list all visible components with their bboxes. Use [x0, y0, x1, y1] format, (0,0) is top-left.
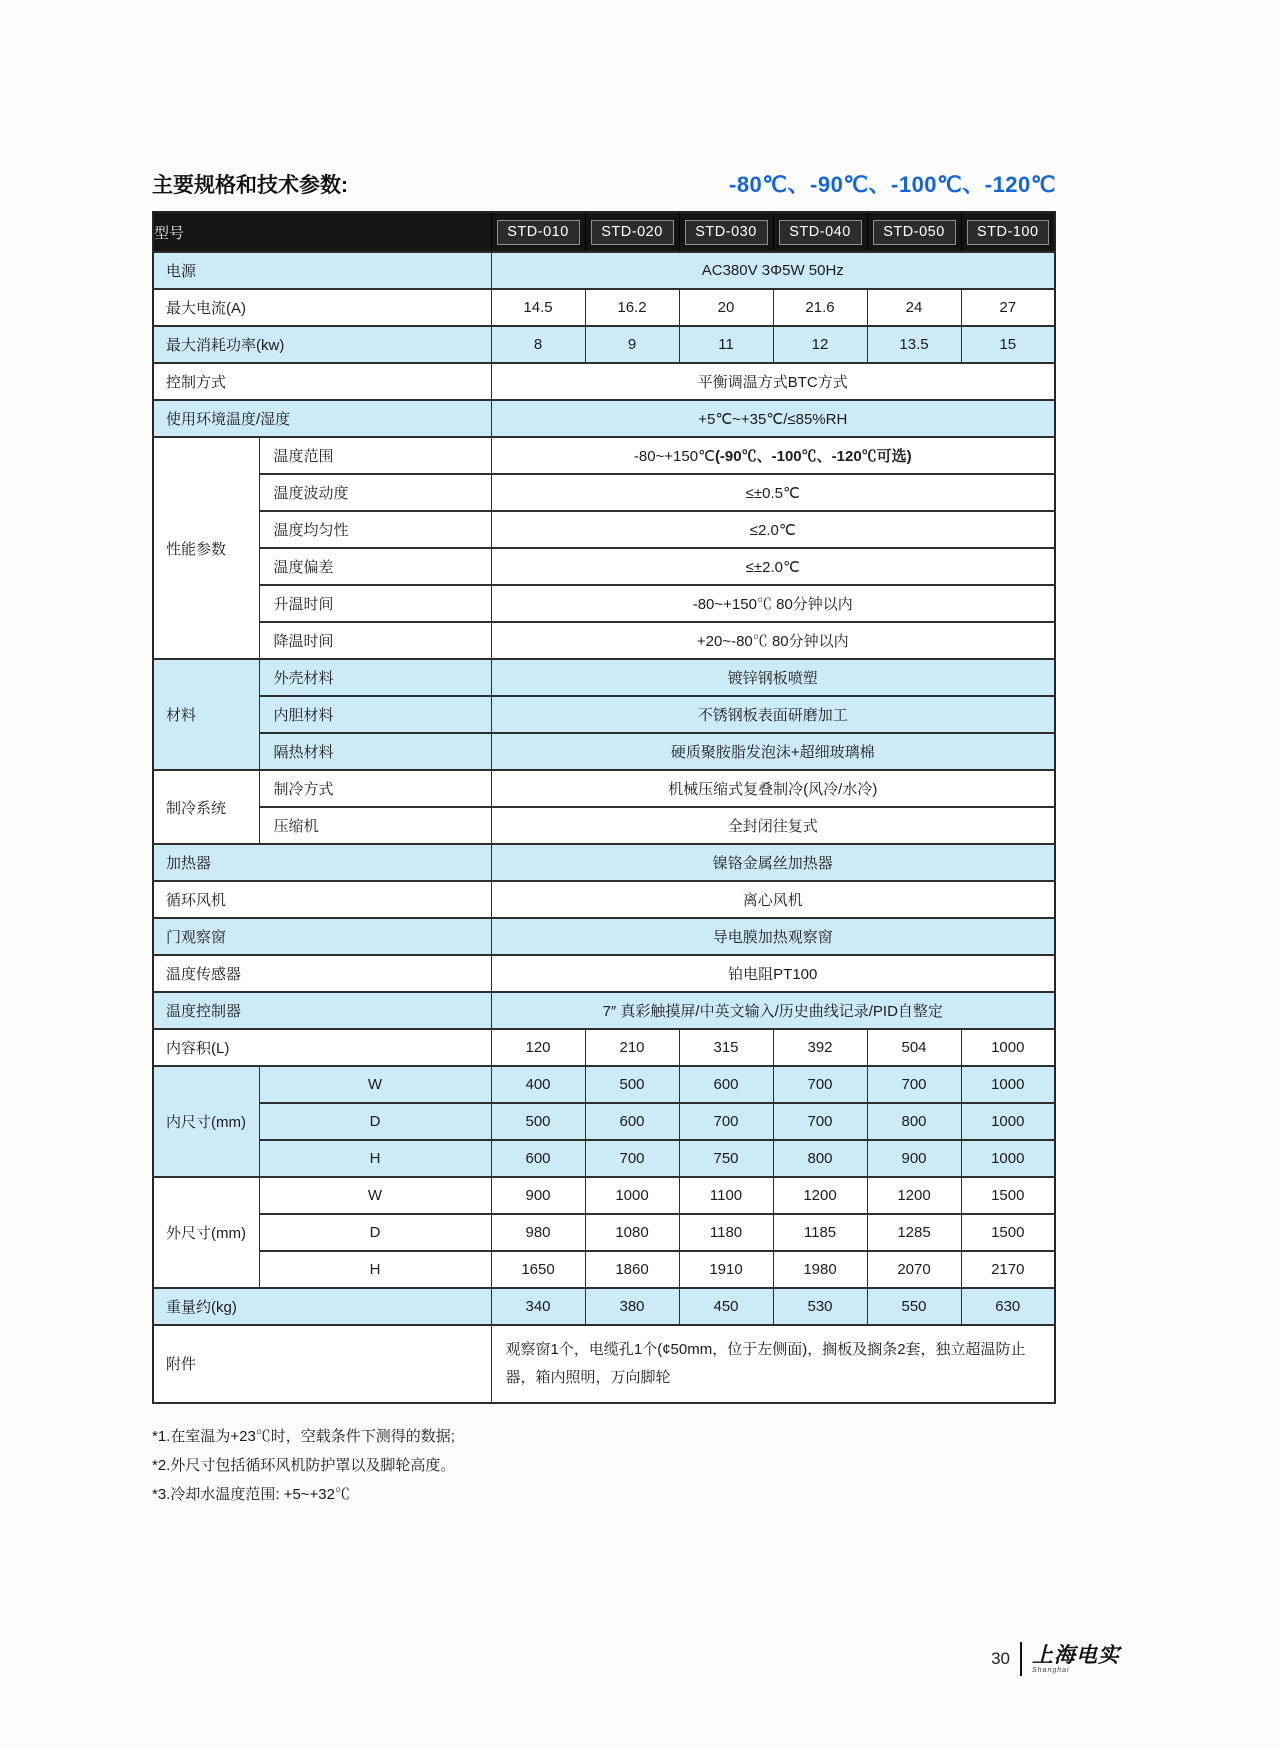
table-row: [153, 474, 1055, 511]
spec-value-cell: 504: [867, 1029, 961, 1066]
spec-row-label: 内容积(L): [153, 1029, 491, 1066]
table-row: [153, 1325, 1055, 1403]
spec-value-cell: 11: [679, 326, 773, 363]
spec-value-cell: 1650: [491, 1251, 585, 1288]
spec-value-cell: ≤±2.0℃: [491, 548, 1055, 585]
spec-value-cell: 全封闭往复式: [491, 807, 1055, 844]
spec-value-cell: 20: [679, 289, 773, 326]
table-row: [153, 955, 1055, 992]
spec-sub-label: D: [259, 1214, 491, 1251]
model-header-std-010: [491, 212, 585, 252]
spec-value-cell: 1200: [773, 1177, 867, 1214]
spec-value-cell: 980: [491, 1214, 585, 1251]
spec-value-cell: +5℃~+35℃/≤85%RH: [491, 400, 1055, 437]
spec-value-cell: 1000: [585, 1177, 679, 1214]
temperature-options: -80℃、-90℃、-100℃、-120℃: [729, 172, 1056, 197]
spec-table-body: [153, 252, 1055, 1403]
spec-value-cell: 530: [773, 1288, 867, 1325]
spec-value-cell: 1980: [773, 1251, 867, 1288]
model-header-label: 型号: [153, 212, 491, 252]
spec-value-cell: 12: [773, 326, 867, 363]
spec-value-cell: 镀锌钢板喷塑: [491, 659, 1055, 696]
table-row: [153, 1140, 1055, 1177]
spec-sub-label: 内胆材料: [259, 696, 491, 733]
page-title: 主要规格和技术参数:: [152, 174, 348, 197]
spec-value-cell: 13.5: [867, 326, 961, 363]
page-number: 30: [991, 1649, 1010, 1668]
spec-value-cell: 铂电阻PT100: [491, 955, 1055, 992]
table-row: [153, 881, 1055, 918]
table-row: [153, 585, 1055, 622]
table-row: [153, 1251, 1055, 1288]
spec-value-cell: 14.5: [491, 289, 585, 326]
table-row: [153, 733, 1055, 770]
spec-value-cell: 24: [867, 289, 961, 326]
footnotes: [152, 1422, 1056, 1510]
spec-sub-label: 降温时间: [259, 622, 491, 659]
titlebar: [152, 168, 1056, 199]
spec-value-cell: +20~-80℃ 80分钟以内: [491, 622, 1055, 659]
spec-sub-label: 升温时间: [259, 585, 491, 622]
spec-value-cell: 平衡调温方式BTC方式: [491, 363, 1055, 400]
spec-sub-label: H: [259, 1251, 491, 1288]
spec-value-cell: 1180: [679, 1214, 773, 1251]
spec-value-cell: 2070: [867, 1251, 961, 1288]
model-chip: STD-040: [779, 220, 862, 245]
spec-value-cell: 9: [585, 326, 679, 363]
spec-value-cell: 1860: [585, 1251, 679, 1288]
spec-value-cell: 210: [585, 1029, 679, 1066]
spec-value-bold: (-90℃、-100℃、-120℃可选): [714, 448, 912, 465]
spec-value-cell: 硬质聚胺脂发泡沫+超细玻璃棉: [491, 733, 1055, 770]
table-row: [153, 918, 1055, 955]
spec-value-cell: 700: [773, 1103, 867, 1140]
spec-value-cell: 1080: [585, 1214, 679, 1251]
table-row: [153, 252, 1055, 289]
spec-value-cell: 340: [491, 1288, 585, 1325]
spec-value-cell: 315: [679, 1029, 773, 1066]
spec-sub-label: 压缩机: [259, 807, 491, 844]
table-row: [153, 696, 1055, 733]
spec-value-cell: 21.6: [773, 289, 867, 326]
table-row: [153, 770, 1055, 807]
brand-logo-text: 上海电实: [1032, 1642, 1120, 1667]
spec-row-label: 最大消耗功率(kw): [153, 326, 491, 363]
spec-value-cell: 630: [961, 1288, 1055, 1325]
model-header-std-030: [679, 212, 773, 252]
spec-row-label: 温度控制器: [153, 992, 491, 1029]
table-row: [153, 1288, 1055, 1325]
table-row: [153, 548, 1055, 585]
spec-value-cell: 1000: [961, 1029, 1055, 1066]
spec-sub-label: H: [259, 1140, 491, 1177]
model-header-std-020: [585, 212, 679, 252]
table-row: [153, 289, 1055, 326]
footnote-1: *1.在室温为+23℃时，空载条件下测得的数据;: [152, 1427, 455, 1445]
spec-value-cell: 600: [679, 1066, 773, 1103]
model-header-std-100: [961, 212, 1055, 252]
brand-logo-subtext: Shanghai: [1032, 1667, 1070, 1674]
table-row: [153, 807, 1055, 844]
spec-value-cell: 15: [961, 326, 1055, 363]
spec-row-label: 温度传感器: [153, 955, 491, 992]
table-row: [153, 326, 1055, 363]
spec-sub-label: 温度范围: [259, 437, 491, 474]
spec-value-cell: 1500: [961, 1177, 1055, 1214]
table-row: [153, 1177, 1055, 1214]
table-row: [153, 622, 1055, 659]
spec-value-cell: -80~+150℃ 80分钟以内: [491, 585, 1055, 622]
spec-value-cell: 1500: [961, 1214, 1055, 1251]
table-row: [153, 1214, 1055, 1251]
spec-value-cell: ≤±0.5℃: [491, 474, 1055, 511]
model-header-std-050: [867, 212, 961, 252]
model-header-std-040: [773, 212, 867, 252]
spec-sub-label: 温度波动度: [259, 474, 491, 511]
spec-value-cell: 120: [491, 1029, 585, 1066]
footer-divider: [1020, 1642, 1022, 1676]
model-chip: STD-050: [873, 220, 956, 245]
spec-row-label: 电源: [153, 252, 491, 289]
spec-value-cell: 2170: [961, 1251, 1055, 1288]
spec-value-cell: 27: [961, 289, 1055, 326]
spec-sub-label: 温度均匀性: [259, 511, 491, 548]
spec-sub-label: 制冷方式: [259, 770, 491, 807]
spec-value-cell: 750: [679, 1140, 773, 1177]
spec-value-cell: 800: [867, 1103, 961, 1140]
spec-value-cell: 1000: [961, 1103, 1055, 1140]
model-chip: STD-100: [967, 220, 1050, 245]
spec-value-cell: 900: [867, 1140, 961, 1177]
spec-value-cell: 392: [773, 1029, 867, 1066]
spec-row-label: 循环风机: [153, 881, 491, 918]
spec-value-cell: 500: [585, 1066, 679, 1103]
spec-value-cell: 900: [491, 1177, 585, 1214]
spec-row-label: 附件: [153, 1325, 491, 1403]
spec-value-cell: 1200: [867, 1177, 961, 1214]
spec-sub-label: 温度偏差: [259, 548, 491, 585]
spec-value-cell: 500: [491, 1103, 585, 1140]
spec-sub-label: D: [259, 1103, 491, 1140]
spec-value-cell: 1000: [961, 1066, 1055, 1103]
spec-value-cell: 1910: [679, 1251, 773, 1288]
table-row: [153, 1029, 1055, 1066]
spec-group-label: 制冷系统: [153, 770, 259, 844]
spec-value-cell: 观察窗1个，电缆孔1个(¢50mm，位于左侧面)，搁板及搁条2套，独立超温防止器，箱内照明，万向脚轮: [491, 1325, 1055, 1403]
model-chip: STD-010: [497, 220, 580, 245]
spec-sub-label: W: [259, 1177, 491, 1214]
table-row: [153, 844, 1055, 881]
spec-value-cell: 16.2: [585, 289, 679, 326]
model-chip: STD-030: [685, 220, 768, 245]
footnote-2: *2.外尺寸包括循环风机防护罩以及脚轮高度。: [152, 1456, 456, 1474]
spec-value-cell: 700: [867, 1066, 961, 1103]
spec-row-label: 加热器: [153, 844, 491, 881]
spec-row-label: 重量约(kg): [153, 1288, 491, 1325]
model-chip: STD-020: [591, 220, 674, 245]
spec-value-cell: 550: [867, 1288, 961, 1325]
spec-value-cell: 离心风机: [491, 881, 1055, 918]
spec-group-label: 材料: [153, 659, 259, 770]
spec-row-label: 使用环境温度/湿度: [153, 400, 491, 437]
spec-group-label: 性能参数: [153, 437, 259, 659]
spec-value-cell: 700: [585, 1140, 679, 1177]
spec-value-cell: 1185: [773, 1214, 867, 1251]
spec-sub-label: W: [259, 1066, 491, 1103]
spec-value-cell: 1285: [867, 1214, 961, 1251]
spec-sub-label: 外壳材料: [259, 659, 491, 696]
spec-row-label: 门观察窗: [153, 918, 491, 955]
spec-value-cell: 不锈钢板表面研磨加工: [491, 696, 1055, 733]
spec-group-label: 外尺寸(mm): [153, 1177, 259, 1288]
spec-value-cell: 1100: [679, 1177, 773, 1214]
spec-table: [152, 211, 1056, 1404]
spec-value-cell: 800: [773, 1140, 867, 1177]
spec-value-cell: 1000: [961, 1140, 1055, 1177]
table-row: [153, 992, 1055, 1029]
spec-value-cell: 8: [491, 326, 585, 363]
spec-value-cell: 700: [773, 1066, 867, 1103]
footnote-3: *3.冷却水温度范围: +5~+32℃: [152, 1486, 350, 1503]
table-row: [153, 1066, 1055, 1103]
model-header-row: [153, 212, 1055, 252]
spec-value-cell: 镍铬金属丝加热器: [491, 844, 1055, 881]
table-row: [153, 511, 1055, 548]
spec-value-cell: AC380V 3Φ5W 50Hz: [491, 252, 1055, 289]
spec-value-cell: 机械压缩式复叠制冷(风冷/水冷): [491, 770, 1055, 807]
spec-value-cell: 700: [679, 1103, 773, 1140]
spec-sub-label: 隔热材料: [259, 733, 491, 770]
table-row: [153, 400, 1055, 437]
spec-value-cell: 600: [491, 1140, 585, 1177]
spec-value-cell: 7″ 真彩触摸屏/中英文输入/历史曲线记录/PID自整定: [491, 992, 1055, 1029]
spec-value-cell: 600: [585, 1103, 679, 1140]
table-row: [153, 659, 1055, 696]
page-footer: [991, 1642, 1120, 1676]
spec-row-label: 控制方式: [153, 363, 491, 400]
spec-value-cell: ≤2.0℃: [491, 511, 1055, 548]
brand-logo: [1032, 1644, 1120, 1674]
table-row: [153, 437, 1055, 474]
spec-sheet: [152, 168, 1056, 1509]
table-row: [153, 1103, 1055, 1140]
spec-value-cell: 导电膜加热观察窗: [491, 918, 1055, 955]
spec-value-cell: 450: [679, 1288, 773, 1325]
spec-value-cell: 400: [491, 1066, 585, 1103]
spec-row-label: 最大电流(A): [153, 289, 491, 326]
spec-group-label: 内尺寸(mm): [153, 1066, 259, 1177]
spec-value-cell: -80~+150℃(-90℃、-100℃、-120℃可选): [491, 437, 1055, 474]
table-row: [153, 363, 1055, 400]
spec-value-cell: 380: [585, 1288, 679, 1325]
